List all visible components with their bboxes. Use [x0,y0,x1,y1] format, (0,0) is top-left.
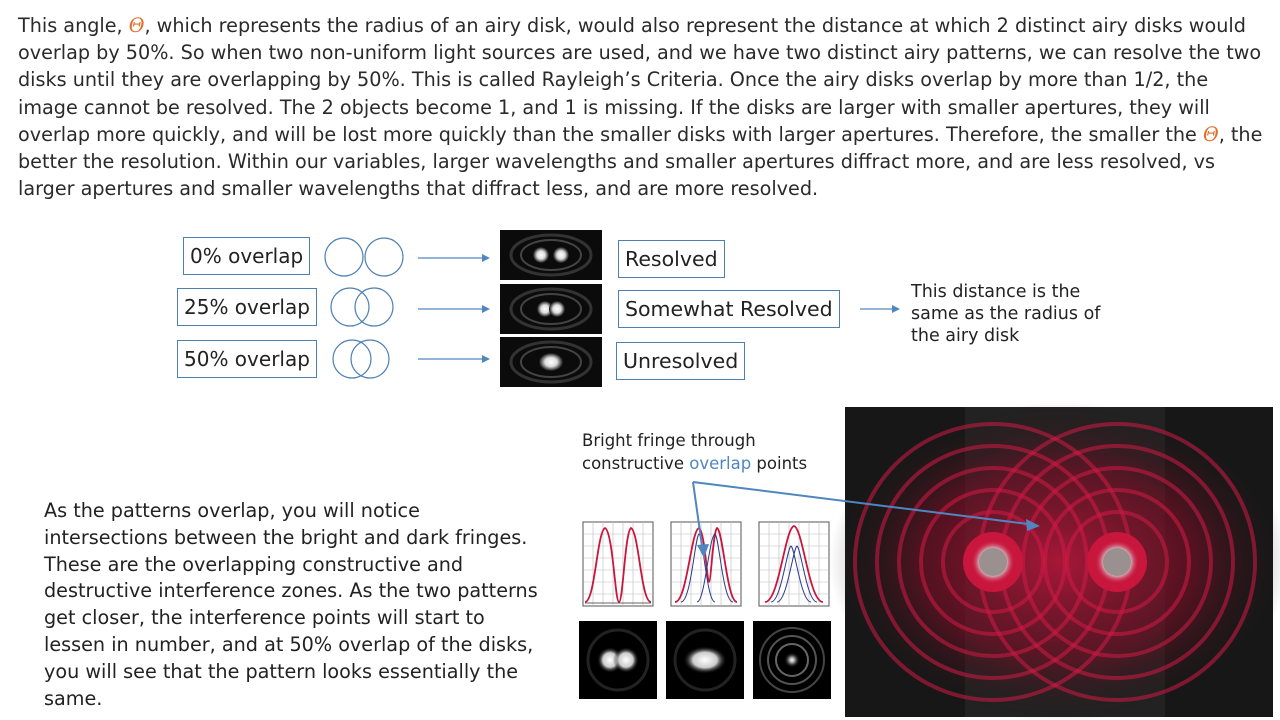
intro-text-2: , which represents the radius of an airy disk, would also represent the distance at which 2 distinct airy disks would overlap by 50%. So when two non-uniform light sources are used, and we have two distinct airy patterns, we can resolve the two disks until they are overlapping by 50%. This is called Rayleigh’s Criteria. Once the airy disks overlap by more than 1/2, the image cannot be resolved. The 2 objects become 1, and 1 is missing. If the disks are larger with smaller apertures, they will overlap more quickly, and will be lost more quickly than the smaller disks with larger apertures. Therefore, the smaller the [18,14,1262,146]
fringe-caption-text: points [751,454,808,473]
side-note: This distance is the same as the radius of the airy disk [911,282,1101,346]
result-label-50: Unresolved [616,342,745,380]
intro-text-3: , the better the resolution. Within our variables, larger wavelengths and smaller apertures diffract more, and are less resolved, vs larger apertures and smaller wavelengths that diffract less, and are more resolved. [18,122,1263,201]
intro-text-1: This angle, [18,14,129,37]
result-label-25: Somewhat Resolved [618,290,840,328]
overlap-label-25: 25% overlap [177,288,317,326]
overlap-highlight: overlap [689,454,752,473]
result-label-0: Resolved [618,240,725,278]
fringe-caption-text: constructive [582,454,690,473]
overlap-paragraph: As the patterns overlap, you will notice intersections between the bright and dark fringes. These are the overlapping constructive and destructive interference zones. As the two patterns get closer, the interference points will start to lessen in number, and at 50% overlap of the disks, you will see that the pattern looks essentially the same. [44,499,538,710]
overlap-label-0: 0% overlap [183,237,310,275]
theta-symbol: Θ [128,14,145,37]
fringe-caption-line1: Bright fringe through [582,431,756,450]
overlap-label-50: 50% overlap [177,340,317,378]
theta-symbol: Θ [1202,122,1219,146]
